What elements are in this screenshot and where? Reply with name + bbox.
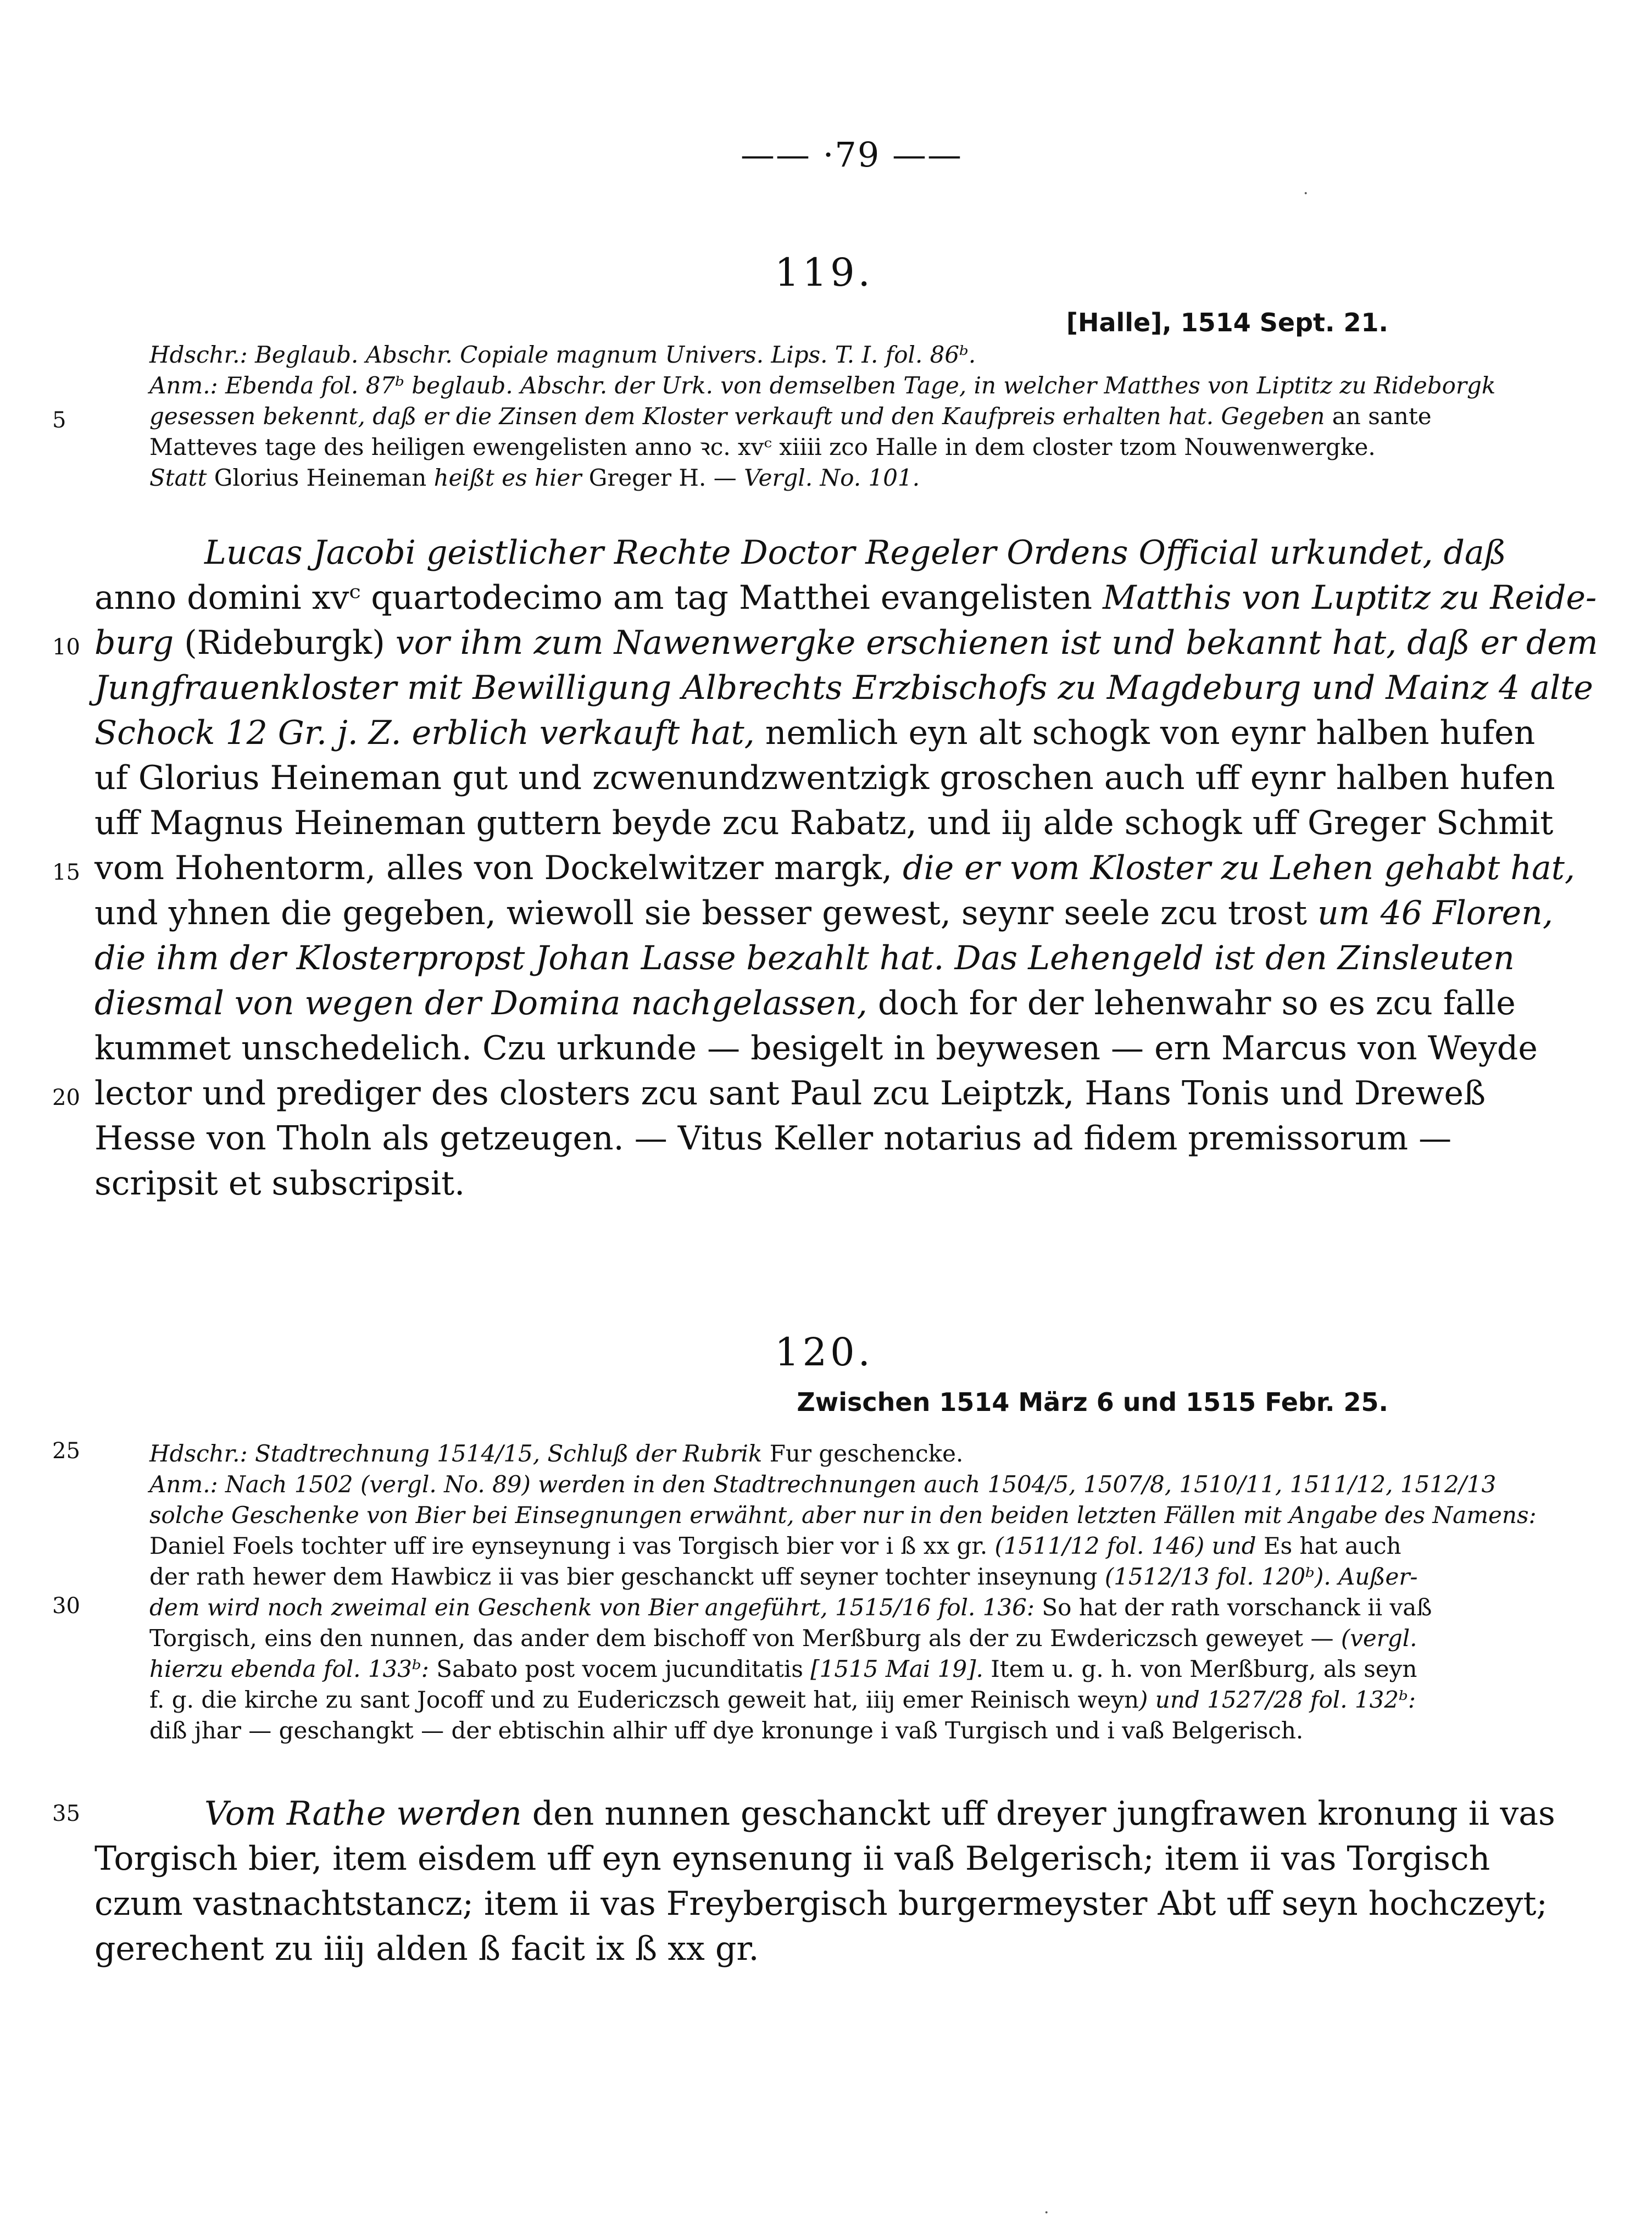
- roman-text: Torgisch bier, item eisdem uff eyn eynsenung ii vaß Belgerisch; item ii vas Torgisch: [94, 1840, 1490, 1878]
- text-line: [94, 801, 1554, 846]
- roman-text: vom Hohentorm, alles von Dockelwitzer margk,: [94, 849, 903, 887]
- italic-text: burg: [94, 624, 174, 662]
- roman-text: (Rideburgk): [174, 624, 396, 662]
- note-line: [149, 1685, 1416, 1715]
- italic-text: Anm.: Nach 1502 (vergl. No. 89) werden in den Stadtrechnungen auch 1504/5, 1507/8, 1510/11, 1511/12, 1512/13: [149, 1471, 1497, 1498]
- roman-text: Sabato post vocem jucunditatis: [429, 1655, 811, 1682]
- text-line: [94, 710, 1536, 755]
- italic-text: (1512/13 fol. 120ᵇ). Außer-: [1104, 1563, 1418, 1590]
- roman-text: diß jhar — geschangkt — der ebtischin alhir uff dye kronunge i vaß Turgisch und i vaß Belgerisch.: [149, 1717, 1304, 1744]
- roman-text: czum vastnachtstancz; item ii vas Freybergisch burgermeyster Abt uff seyn hochczeyt;: [94, 1885, 1548, 1923]
- italic-text: vor ihm zum Nawenwergke erschienen ist und bekannt hat, daß er dem: [395, 624, 1598, 662]
- italic-text: Matthis von Luptitz zu Reide-: [1103, 579, 1597, 617]
- italic-text: ) und 1527/28 fol. 132ᵇ:: [1139, 1686, 1416, 1713]
- italic-text: Hdschr.: Stadtrechnung 1514/15, Schluß der Rubrik: [149, 1440, 763, 1467]
- italic-text: die er vom Kloster zu Lehen gehabt hat,: [903, 849, 1575, 887]
- note-line: [149, 370, 1496, 401]
- italic-text: dem wird noch zweimal ein Geschenk von Bier angeführt, 1515/16 fol. 136:: [149, 1594, 1035, 1621]
- note-line: [149, 1715, 1390, 1746]
- roman-text: Greger H. —: [581, 464, 744, 491]
- italic-text: gesessen bekennt, daß er die Zinsen dem Kloster verkauft und den Kaufpreis erhalten hat. Gegeben: [149, 403, 1325, 430]
- roman-text: anno domini xvᶜ quartodecimo am tag Matthei evangelisten: [94, 579, 1103, 617]
- roman-text: uf Glorius Heineman gut und zcwenundzwentzigk groschen auch uff eynr halben hufen: [94, 759, 1555, 797]
- italic-text: (1511/12 fol. 146) und: [994, 1532, 1256, 1559]
- roman-text: Es hat auch: [1256, 1532, 1401, 1559]
- italic-text: die ihm der Klosterpropst Johan Lasse bezahlt hat. Das Lehengeld ist den Zinsleuten: [94, 939, 1515, 977]
- apparatus-notes-119: [149, 340, 1496, 493]
- roman-text: f. g. die kirche zu sant Jocoff und zu Eudericzsch geweit hat, iiiȷ emer Reinisch weyn: [149, 1686, 1139, 1713]
- roman-text: gerechent zu iiiȷ alden ß facit ix ß xx gr.: [94, 1930, 759, 1968]
- text-line: [94, 846, 1575, 891]
- italic-text: solche Geschenke von Bier bei Einsegnungen erwähnt, aber nur in den beiden letzten Fällen mit Angabe des Namens:: [149, 1502, 1537, 1529]
- italic-text: [1515 Mai 19].: [810, 1655, 983, 1682]
- document-number-120: 120.: [775, 1330, 874, 1375]
- italic-text: heißt es hier: [433, 464, 582, 491]
- text-line: [94, 1791, 1555, 1836]
- roman-text: der rath hewer dem Hawbicz ii vas bier geschanckt uff seyner tochter inseynung: [149, 1563, 1105, 1590]
- scan-speck: ·: [1303, 184, 1309, 203]
- text-line: [94, 755, 1555, 801]
- line-number-35: 35: [52, 1801, 80, 1826]
- text-line: [94, 1161, 1390, 1206]
- note-line: [149, 1561, 1418, 1592]
- italic-text: (vergl.: [1340, 1625, 1417, 1652]
- note-line: [149, 1654, 1417, 1685]
- text-line: [94, 1881, 1548, 1926]
- italic-text: Schock 12 Gr. j. Z. erblich verkauft hat,: [94, 714, 755, 752]
- line-number-25: 25: [52, 1438, 80, 1464]
- text-line: [94, 936, 1515, 981]
- text-line: [94, 891, 1553, 936]
- roman-text: kummet unschedelich. Czu urkunde — besigelt in beywesen — ern Marcus von Weyde: [94, 1029, 1538, 1068]
- line-number-10: 10: [52, 635, 80, 660]
- note-line: [149, 432, 1390, 463]
- roman-text: So hat der rath vorschanck ii vaß: [1034, 1594, 1432, 1621]
- line-number-15: 15: [52, 860, 80, 885]
- italic-text: Statt: [149, 464, 207, 491]
- text-line: [94, 1926, 1390, 1971]
- regest-text-120: [94, 1791, 1555, 1971]
- apparatus-notes-120: [149, 1438, 1537, 1746]
- line-number-5: 5: [52, 408, 66, 433]
- italic-text: Lucas Jacobi geistlicher Rechte Doctor Regeler Ordens Official urkundet, daß: [204, 534, 1506, 572]
- document-number-119: 119.: [775, 250, 874, 295]
- roman-text: Hesse von Tholn als getzeugen. — Vitus Keller notarius ad fidem premissorum —: [94, 1119, 1452, 1158]
- document-date-119: [Halle], 1514 Sept. 21.: [1066, 308, 1388, 337]
- line-number-20: 20: [52, 1085, 80, 1110]
- italic-text: Vergl. No. 101.: [744, 464, 920, 491]
- italic-text: diesmal von wegen der Domina nachgelassen,: [94, 984, 867, 1022]
- text-line: [94, 1836, 1490, 1881]
- text-line: [94, 1026, 1538, 1071]
- roman-text: Fur geschencke.: [762, 1440, 964, 1467]
- italic-text: Jungfrauenkloster mit Bewilligung Albrechts Erzbischofs zu Magdeburg und Mainz 4 alte: [94, 669, 1593, 707]
- note-line: [149, 1469, 1497, 1500]
- italic-text: Vom Rathe werden: [204, 1794, 522, 1833]
- roman-text: Daniel Foels tochter uff ire eynseynung i vas Torgisch bier vor i ß xx gr.: [149, 1532, 995, 1559]
- italic-text: um 46 Floren,: [1317, 894, 1553, 932]
- line-number-30: 30: [52, 1593, 80, 1619]
- note-line: [149, 1623, 1417, 1654]
- text-line: [94, 575, 1597, 620]
- note-line: [149, 1438, 1390, 1469]
- roman-text: Glorius Heineman: [207, 464, 434, 491]
- page-number-header: —— ·79 ——: [740, 135, 963, 175]
- italic-text: Hdschr.: Beglaub. Abschr. Copiale magnum Univers. Lips. T. I. fol. 86ᵇ.: [149, 341, 976, 368]
- roman-text: nemlich eyn alt schogk von eynr halben hufen: [754, 714, 1536, 752]
- note-line: [149, 463, 1390, 493]
- roman-text: doch for der lehenwahr so es zcu falle: [867, 984, 1516, 1022]
- note-line: [149, 1531, 1401, 1561]
- text-line: [94, 1116, 1452, 1161]
- note-line: [149, 1592, 1432, 1623]
- text-line: [94, 665, 1593, 710]
- roman-text: an sante: [1325, 403, 1432, 430]
- italic-text: hierzu ebenda fol. 133ᵇ:: [149, 1655, 429, 1682]
- roman-text: lector und prediger des closters zcu sant Paul zcu Leiptzk, Hans Tonis und Dreweß: [94, 1074, 1486, 1113]
- note-line: [149, 401, 1432, 432]
- scan-speck: ·: [1044, 2203, 1049, 2222]
- text-line: [94, 1071, 1486, 1116]
- roman-text: Matteves tage des heiligen ewengelisten anno ꝛc. xvᶜ xiiii zco Halle in dem closter tzom Nouwenwergke.: [149, 434, 1376, 460]
- text-line: [94, 981, 1516, 1026]
- regest-text-119: [94, 530, 1598, 1206]
- roman-text: Torgisch, eins den nunnen, das ander dem bischoff von Merßburg als der zu Ewdericzsch geweyet —: [149, 1625, 1341, 1652]
- document-date-120: Zwischen 1514 März 6 und 1515 Febr. 25.: [797, 1387, 1388, 1417]
- italic-text: Anm.: Ebenda fol. 87ᵇ beglaub. Abschr. der Urk. von demselben Tage, in welcher Matthes von Liptitz zu Rideborgk: [149, 372, 1496, 399]
- roman-text: scripsit et subscripsit.: [94, 1164, 465, 1203]
- text-line: [94, 620, 1598, 665]
- note-line: [149, 1500, 1537, 1531]
- roman-text: Item u. g. h. von Merßburg, als seyn: [983, 1655, 1417, 1682]
- text-line: [94, 530, 1506, 575]
- note-line: [149, 340, 1390, 370]
- roman-text: und yhnen die gegeben, wiewoll sie besser gewest, seynr seele zcu trost: [94, 894, 1318, 932]
- roman-text: uff Magnus Heineman guttern beyde zcu Rabatz, und iiȷ alde schogk uff Greger Schmit: [94, 804, 1554, 842]
- roman-text: den nunnen geschanckt uff dreyer jungfrawen kronung ii vas: [521, 1794, 1555, 1833]
